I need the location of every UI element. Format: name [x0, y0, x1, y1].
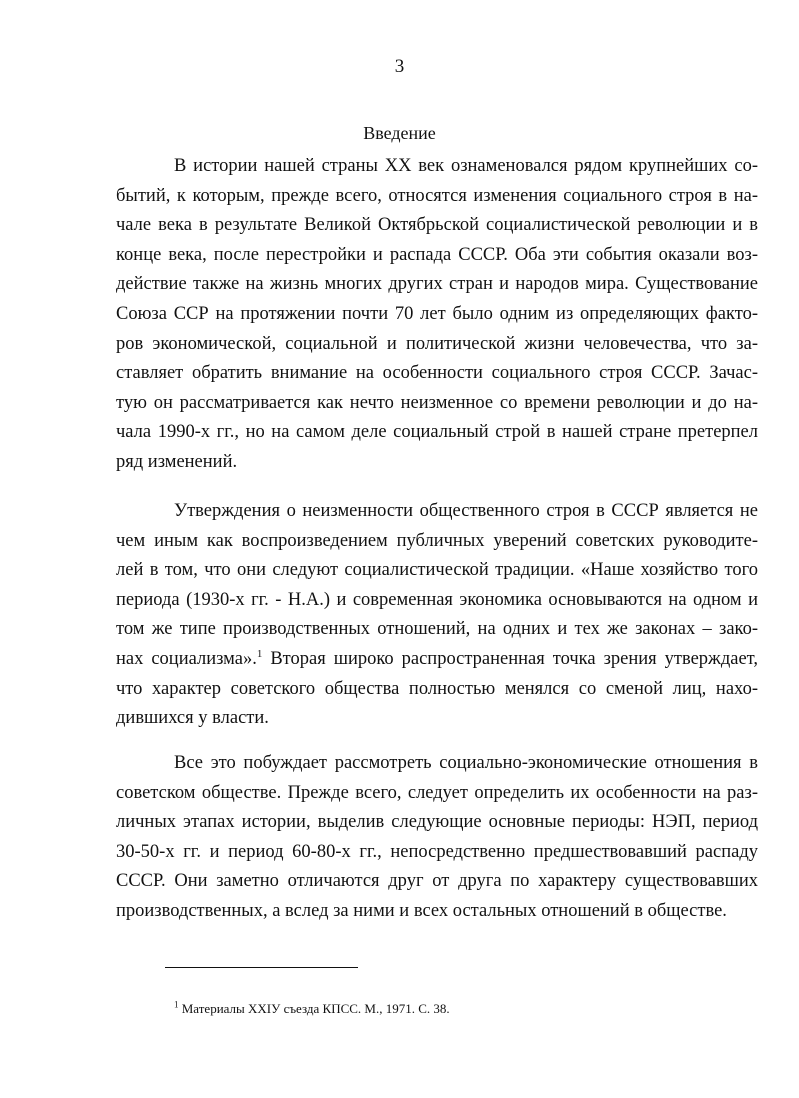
text-line: ров экономической, социальной и политической жизни человечества, что за- — [116, 333, 758, 354]
text-line: чала 1990-х гг., но на самом деле социальный строй в нашей стране претерпел — [116, 422, 758, 443]
text-line: лей в том, что они следуют социалистической традиции. «Наше хозяйство того — [116, 560, 758, 581]
text-line: ряд изменений. — [116, 451, 238, 472]
text-line: Утверждения о неизменности общественного строя в СССР является не — [174, 501, 758, 521]
footnote-reference: 1 — [256, 647, 263, 660]
footnote — [174, 1001, 450, 1017]
text-line: производственных, а вслед за ними и всех остальных отношений в обществе. — [116, 900, 727, 921]
page-number: 3 — [394, 56, 405, 77]
footnote-text: Материалы XXIУ съезда КПСС. М., 1971. С. 38. — [181, 1001, 450, 1016]
text-line: тую он рассматривается как нечто неизменное со времени революции и до на- — [116, 392, 758, 413]
text-line: том же типе производственных отношений, на одних и тех же законах – зако- — [116, 619, 758, 640]
text-line: что характер советского общества полностью менялся со сменой лиц, нахо- — [116, 678, 758, 699]
paragraph-1 — [116, 152, 758, 478]
text-line: 30-50-х гг. и период 60-80-х гг., непосредственно предшествовавший распаду — [116, 841, 758, 862]
text-line: ставляет обратить внимание на особенности социального строя СССР. Зачас- — [116, 363, 758, 384]
text-line: личных этапах истории, выделив следующие основные периоды: НЭП, период — [116, 812, 758, 833]
text-line: советском обществе. Прежде всего, следует определить их особенности на раз- — [116, 782, 758, 803]
text-line: бытий, к которым, прежде всего, относятся изменения социального строя в на- — [116, 185, 758, 206]
text-line: конце века, после перестройки и распада СССР. Оба эти события оказали воз- — [116, 244, 758, 265]
paragraph-2 — [116, 497, 758, 734]
text-line: дившихся у власти. — [116, 708, 269, 729]
footnote-marker: 1 — [174, 999, 179, 1010]
text-line: чале века в результате Великой Октябрьской социалистической революции и в — [116, 215, 758, 236]
text-line: В истории нашей страны XX век ознаменовался рядом крупнейших со- — [174, 156, 758, 176]
text-fragment: нах социализма». — [116, 648, 257, 669]
text-line: СССР. Они заметно отличаются друг от друга по характеру существовавших — [116, 871, 758, 892]
text-line: действие также на жизнь многих других стран и народов мира. Существование — [116, 274, 758, 295]
paragraph-3 — [116, 749, 758, 927]
text-line-with-footnote — [116, 645, 758, 675]
section-title: Введение — [363, 123, 436, 143]
text-line: периода (1930-х гг. - Н.А.) и современная экономика основываются на одном и — [116, 589, 758, 610]
text-fragment: Вторая широко распространенная точка зрения утверждает, — [270, 648, 758, 669]
text-line: чем иным как воспроизведением публичных уверений советских руководите- — [116, 530, 758, 551]
text-line: Союза ССР на протяжении почти 70 лет было одним из определяющих факто- — [116, 303, 758, 324]
footnote-separator — [165, 967, 358, 968]
text-line: Все это побуждает рассмотреть социально-экономические отношения в — [174, 753, 758, 773]
